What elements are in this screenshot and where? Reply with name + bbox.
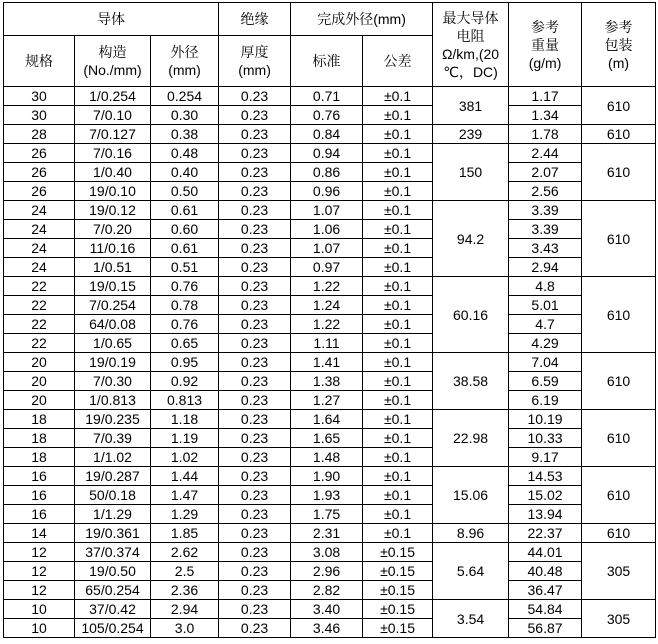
cell-tolerance: ±0.15 <box>363 581 433 600</box>
table-row <box>4 562 656 581</box>
cell-ref-weight: 2.07 <box>509 163 582 182</box>
cell-ref-package: 610 <box>582 201 656 277</box>
cell-outer-diameter: 1.19 <box>151 429 219 448</box>
cell-ref-package: 610 <box>582 144 656 201</box>
table-row <box>4 543 656 562</box>
cell-tolerance: ±0.15 <box>363 543 433 562</box>
table-row <box>4 239 656 258</box>
cell-thickness: 0.23 <box>219 372 291 391</box>
table-row <box>4 163 656 182</box>
header-max-resistance <box>433 3 509 87</box>
cell-construction: 1/0.254 <box>75 87 151 106</box>
header-construction-line: (No./mm) <box>83 62 142 78</box>
table-body <box>4 87 656 638</box>
cell-thickness: 0.23 <box>219 296 291 315</box>
cell-ref-weight: 2.94 <box>509 258 582 277</box>
cell-gauge: 10 <box>4 600 75 619</box>
cell-thickness: 0.23 <box>219 163 291 182</box>
table-row <box>4 296 656 315</box>
cell-nominal-od: 1.11 <box>291 334 363 353</box>
cell-outer-diameter: 0.60 <box>151 220 219 239</box>
cell-gauge: 18 <box>4 448 75 467</box>
cell-outer-diameter: 0.30 <box>151 106 219 125</box>
cell-thickness: 0.23 <box>219 505 291 524</box>
cell-ref-package: 610 <box>582 277 656 353</box>
table-row <box>4 201 656 220</box>
cell-construction: 7/0.254 <box>75 296 151 315</box>
cell-nominal-od: 2.96 <box>291 562 363 581</box>
cell-ref-weight: 6.19 <box>509 391 582 410</box>
cell-thickness: 0.23 <box>219 619 291 638</box>
header-gauge: 规格 <box>4 36 75 87</box>
cell-ref-package: 610 <box>582 524 656 543</box>
cell-construction: 19/0.15 <box>75 277 151 296</box>
cell-construction: 19/0.361 <box>75 524 151 543</box>
cell-gauge: 28 <box>4 125 75 144</box>
cell-outer-diameter: 0.40 <box>151 163 219 182</box>
cell-outer-diameter: 1.29 <box>151 505 219 524</box>
cell-outer-diameter: 0.76 <box>151 277 219 296</box>
cell-tolerance: ±0.1 <box>363 505 433 524</box>
cell-outer-diameter: 1.18 <box>151 410 219 429</box>
cell-construction: 19/0.19 <box>75 353 151 372</box>
cell-tolerance: ±0.1 <box>363 315 433 334</box>
cell-max-resistance: 60.16 <box>433 277 509 353</box>
cell-outer-diameter: 0.76 <box>151 315 219 334</box>
table-row <box>4 505 656 524</box>
cell-nominal-od: 0.94 <box>291 144 363 163</box>
cell-gauge: 10 <box>4 619 75 638</box>
cell-outer-diameter: 2.36 <box>151 581 219 600</box>
cell-tolerance: ±0.1 <box>363 106 433 125</box>
cell-construction: 19/0.12 <box>75 201 151 220</box>
cell-thickness: 0.23 <box>219 448 291 467</box>
cell-nominal-od: 1.07 <box>291 239 363 258</box>
cell-outer-diameter: 1.85 <box>151 524 219 543</box>
cell-nominal-od: 1.24 <box>291 296 363 315</box>
cell-max-resistance: 22.98 <box>433 410 509 467</box>
table-row <box>4 258 656 277</box>
cell-construction: 1/0.51 <box>75 258 151 277</box>
cell-gauge: 24 <box>4 239 75 258</box>
cell-ref-weight: 10.33 <box>509 429 582 448</box>
cell-construction: 1/0.65 <box>75 334 151 353</box>
cell-ref-package: 305 <box>582 543 656 600</box>
cell-ref-weight: 36.47 <box>509 581 582 600</box>
cell-ref-weight: 9.17 <box>509 448 582 467</box>
cell-outer-diameter: 0.813 <box>151 391 219 410</box>
header-thickness-line: (mm) <box>238 62 271 78</box>
table-row <box>4 182 656 201</box>
cell-ref-weight: 22.37 <box>509 524 582 543</box>
cell-construction: 65/0.254 <box>75 581 151 600</box>
cell-thickness: 0.23 <box>219 429 291 448</box>
cell-tolerance: ±0.1 <box>363 87 433 106</box>
cell-gauge: 30 <box>4 87 75 106</box>
cell-tolerance: ±0.1 <box>363 144 433 163</box>
cell-outer-diameter: 0.92 <box>151 372 219 391</box>
cell-ref-package: 610 <box>582 353 656 410</box>
cell-tolerance: ±0.1 <box>363 182 433 201</box>
cell-gauge: 20 <box>4 372 75 391</box>
cell-outer-diameter: 0.78 <box>151 296 219 315</box>
cell-construction: 11/0.16 <box>75 239 151 258</box>
cell-gauge: 14 <box>4 524 75 543</box>
cell-thickness: 0.23 <box>219 182 291 201</box>
cell-nominal-od: 0.76 <box>291 106 363 125</box>
cell-outer-diameter: 0.51 <box>151 258 219 277</box>
cell-tolerance: ±0.1 <box>363 486 433 505</box>
cell-ref-package: 610 <box>582 87 656 125</box>
cell-nominal-od: 2.31 <box>291 524 363 543</box>
table-row <box>4 125 656 144</box>
header-ref-weight-line: 重量 <box>531 36 560 53</box>
cell-construction: 19/0.287 <box>75 467 151 486</box>
header-ref-package <box>582 3 656 87</box>
cell-gauge: 26 <box>4 163 75 182</box>
cell-ref-package: 610 <box>582 410 656 467</box>
table-row <box>4 353 656 372</box>
cell-nominal-od: 1.93 <box>291 486 363 505</box>
cell-nominal-od: 0.86 <box>291 163 363 182</box>
cell-ref-weight: 1.78 <box>509 125 582 144</box>
cell-nominal-od: 1.65 <box>291 429 363 448</box>
cell-ref-weight: 4.7 <box>509 315 582 334</box>
cell-outer-diameter: 0.50 <box>151 182 219 201</box>
cell-construction: 105/0.254 <box>75 619 151 638</box>
table-row <box>4 524 656 543</box>
cell-thickness: 0.23 <box>219 277 291 296</box>
cell-nominal-od: 1.41 <box>291 353 363 372</box>
cell-nominal-od: 1.27 <box>291 391 363 410</box>
cell-outer-diameter: 0.48 <box>151 144 219 163</box>
header-ref-weight <box>509 3 582 87</box>
header-max-resistance-line: Ω/km,(20 <box>441 45 500 62</box>
cell-gauge: 22 <box>4 315 75 334</box>
cell-nominal-od: 1.22 <box>291 315 363 334</box>
cell-construction: 50/0.18 <box>75 486 151 505</box>
cell-construction: 7/0.16 <box>75 144 151 163</box>
cell-gauge: 20 <box>4 353 75 372</box>
cell-thickness: 0.23 <box>219 87 291 106</box>
cell-tolerance: ±0.1 <box>363 410 433 429</box>
table-row <box>4 410 656 429</box>
wire-spec-table <box>3 2 656 638</box>
cell-thickness: 0.23 <box>219 391 291 410</box>
cell-thickness: 0.23 <box>219 201 291 220</box>
cell-ref-weight: 4.29 <box>509 334 582 353</box>
cell-ref-weight: 44.01 <box>509 543 582 562</box>
cell-ref-weight: 14.53 <box>509 467 582 486</box>
cell-tolerance: ±0.1 <box>363 296 433 315</box>
cell-ref-package: 610 <box>582 125 656 144</box>
cell-gauge: 16 <box>4 505 75 524</box>
cell-ref-weight: 3.43 <box>509 239 582 258</box>
cell-ref-weight: 2.44 <box>509 144 582 163</box>
header-finished-od: 完成外径(mm) <box>291 3 433 36</box>
table-row <box>4 334 656 353</box>
header-ref-package-line: 包装 <box>604 36 633 53</box>
cell-outer-diameter: 0.95 <box>151 353 219 372</box>
cell-tolerance: ±0.1 <box>363 467 433 486</box>
cell-outer-diameter: 3.0 <box>151 619 219 638</box>
cell-nominal-od: 1.06 <box>291 220 363 239</box>
header-max-resistance-line: 最大导体 <box>442 9 499 26</box>
cell-outer-diameter: 2.62 <box>151 543 219 562</box>
header-max-resistance-line: 电阻 <box>456 27 485 44</box>
table-row <box>4 448 656 467</box>
cell-thickness: 0.23 <box>219 543 291 562</box>
cell-outer-diameter: 0.254 <box>151 87 219 106</box>
header-thickness <box>219 36 291 87</box>
table-row <box>4 106 656 125</box>
cell-nominal-od: 1.38 <box>291 372 363 391</box>
cell-nominal-od: 3.46 <box>291 619 363 638</box>
header-outer-diameter-line: 外径 <box>170 44 199 60</box>
header-max-resistance-line: ℃，DC) <box>443 63 498 80</box>
cell-gauge: 12 <box>4 543 75 562</box>
header-construction <box>75 36 151 87</box>
cell-max-resistance: 3.54 <box>433 600 509 638</box>
table-row <box>4 429 656 448</box>
cell-ref-weight: 13.94 <box>509 505 582 524</box>
cell-nominal-od: 3.40 <box>291 600 363 619</box>
cell-thickness: 0.23 <box>219 106 291 125</box>
cell-construction: 19/0.50 <box>75 562 151 581</box>
cell-construction: 1/1.29 <box>75 505 151 524</box>
cell-thickness: 0.23 <box>219 125 291 144</box>
cell-construction: 7/0.127 <box>75 125 151 144</box>
cell-tolerance: ±0.15 <box>363 619 433 638</box>
cell-max-resistance: 150 <box>433 144 509 201</box>
cell-construction: 19/0.235 <box>75 410 151 429</box>
header-nominal: 标准 <box>291 36 363 87</box>
cell-ref-package: 305 <box>582 600 656 638</box>
cell-nominal-od: 0.84 <box>291 125 363 144</box>
cell-gauge: 18 <box>4 410 75 429</box>
header-conductor: 导体 <box>4 3 219 36</box>
table-row <box>4 581 656 600</box>
cell-construction: 1/1.02 <box>75 448 151 467</box>
cell-construction: 64/0.08 <box>75 315 151 334</box>
cell-construction: 7/0.10 <box>75 106 151 125</box>
cell-thickness: 0.23 <box>219 562 291 581</box>
cell-tolerance: ±0.1 <box>363 448 433 467</box>
cell-outer-diameter: 1.47 <box>151 486 219 505</box>
cell-gauge: 20 <box>4 391 75 410</box>
cell-max-resistance: 15.06 <box>433 467 509 524</box>
cell-nominal-od: 0.97 <box>291 258 363 277</box>
cell-tolerance: ±0.1 <box>363 201 433 220</box>
cell-gauge: 18 <box>4 429 75 448</box>
cell-tolerance: ±0.1 <box>363 277 433 296</box>
cell-thickness: 0.23 <box>219 467 291 486</box>
header-construction-line: 构造 <box>98 44 127 60</box>
cell-ref-weight: 1.17 <box>509 87 582 106</box>
cell-outer-diameter: 2.5 <box>151 562 219 581</box>
cell-construction: 7/0.39 <box>75 429 151 448</box>
cell-gauge: 12 <box>4 562 75 581</box>
cell-gauge: 26 <box>4 144 75 163</box>
header-ref-package-line: 参考 <box>604 18 633 35</box>
table-row <box>4 467 656 486</box>
cell-thickness: 0.23 <box>219 410 291 429</box>
cell-nominal-od: 1.75 <box>291 505 363 524</box>
cell-outer-diameter: 0.61 <box>151 239 219 258</box>
cell-tolerance: ±0.1 <box>363 258 433 277</box>
cell-ref-weight: 10.19 <box>509 410 582 429</box>
cell-ref-weight: 7.04 <box>509 353 582 372</box>
cell-construction: 1/0.40 <box>75 163 151 182</box>
cell-thickness: 0.23 <box>219 486 291 505</box>
cell-tolerance: ±0.15 <box>363 600 433 619</box>
cell-gauge: 24 <box>4 258 75 277</box>
cell-nominal-od: 1.64 <box>291 410 363 429</box>
cell-ref-weight: 6.59 <box>509 372 582 391</box>
cell-max-resistance: 8.96 <box>433 524 509 543</box>
cell-ref-weight: 1.34 <box>509 106 582 125</box>
table-row <box>4 220 656 239</box>
cell-tolerance: ±0.1 <box>363 220 433 239</box>
cell-thickness: 0.23 <box>219 144 291 163</box>
cell-ref-weight: 56.87 <box>509 619 582 638</box>
cell-thickness: 0.23 <box>219 239 291 258</box>
cell-construction: 37/0.374 <box>75 543 151 562</box>
cell-outer-diameter: 1.44 <box>151 467 219 486</box>
cell-nominal-od: 3.08 <box>291 543 363 562</box>
cell-max-resistance: 239 <box>433 125 509 144</box>
cell-ref-weight: 54.84 <box>509 600 582 619</box>
cell-tolerance: ±0.1 <box>363 429 433 448</box>
cell-gauge: 22 <box>4 277 75 296</box>
table-header <box>4 3 656 87</box>
header-ref-weight-line: (g/m) <box>528 54 562 71</box>
cell-max-resistance: 381 <box>433 87 509 125</box>
cell-nominal-od: 1.07 <box>291 201 363 220</box>
cell-tolerance: ±0.1 <box>363 391 433 410</box>
cell-nominal-od: 0.71 <box>291 87 363 106</box>
header-ref-weight-line: 参考 <box>531 18 560 35</box>
cell-ref-weight: 3.39 <box>509 201 582 220</box>
header-outer-diameter-line: (mm) <box>168 62 201 78</box>
table-row <box>4 144 656 163</box>
header-insulation: 绝缘 <box>219 3 291 36</box>
cell-outer-diameter: 1.02 <box>151 448 219 467</box>
cell-ref-package: 610 <box>582 467 656 524</box>
cell-construction: 37/0.42 <box>75 600 151 619</box>
cell-outer-diameter: 0.38 <box>151 125 219 144</box>
cell-nominal-od: 1.90 <box>291 467 363 486</box>
cell-gauge: 30 <box>4 106 75 125</box>
cell-tolerance: ±0.1 <box>363 163 433 182</box>
cell-tolerance: ±0.1 <box>363 334 433 353</box>
cell-construction: 7/0.30 <box>75 372 151 391</box>
cell-construction: 19/0.10 <box>75 182 151 201</box>
cell-ref-weight: 15.02 <box>509 486 582 505</box>
cell-gauge: 16 <box>4 486 75 505</box>
cell-tolerance: ±0.1 <box>363 239 433 258</box>
cell-thickness: 0.23 <box>219 315 291 334</box>
cell-nominal-od: 0.96 <box>291 182 363 201</box>
cell-gauge: 12 <box>4 581 75 600</box>
cell-nominal-od: 1.48 <box>291 448 363 467</box>
cell-thickness: 0.23 <box>219 600 291 619</box>
cell-thickness: 0.23 <box>219 353 291 372</box>
cell-ref-weight: 5.01 <box>509 296 582 315</box>
cell-outer-diameter: 0.65 <box>151 334 219 353</box>
cell-nominal-od: 1.22 <box>291 277 363 296</box>
cell-ref-weight: 40.48 <box>509 562 582 581</box>
cell-tolerance: ±0.15 <box>363 562 433 581</box>
cell-outer-diameter: 0.61 <box>151 201 219 220</box>
table-row <box>4 391 656 410</box>
cell-gauge: 22 <box>4 296 75 315</box>
table-row <box>4 277 656 296</box>
cell-thickness: 0.23 <box>219 581 291 600</box>
table-row <box>4 87 656 106</box>
cell-gauge: 24 <box>4 201 75 220</box>
cell-thickness: 0.23 <box>219 258 291 277</box>
cell-tolerance: ±0.1 <box>363 125 433 144</box>
cell-outer-diameter: 2.94 <box>151 600 219 619</box>
cell-thickness: 0.23 <box>219 334 291 353</box>
cell-thickness: 0.23 <box>219 220 291 239</box>
cell-gauge: 24 <box>4 220 75 239</box>
table-row <box>4 600 656 619</box>
cell-construction: 1/0.813 <box>75 391 151 410</box>
cell-gauge: 26 <box>4 182 75 201</box>
table-row <box>4 619 656 638</box>
cell-ref-weight: 4.8 <box>509 277 582 296</box>
header-tolerance: 公差 <box>363 36 433 87</box>
cell-max-resistance: 5.64 <box>433 543 509 600</box>
header-thickness-line: 厚度 <box>240 44 269 60</box>
table-row <box>4 315 656 334</box>
cell-ref-weight: 2.56 <box>509 182 582 201</box>
header-ref-package-line: (m) <box>608 54 630 71</box>
cell-tolerance: ±0.1 <box>363 372 433 391</box>
cell-gauge: 22 <box>4 334 75 353</box>
cell-construction: 7/0.20 <box>75 220 151 239</box>
cell-tolerance: ±0.1 <box>363 524 433 543</box>
cell-max-resistance: 94.2 <box>433 201 509 277</box>
cell-ref-weight: 3.39 <box>509 220 582 239</box>
table-row <box>4 372 656 391</box>
cell-thickness: 0.23 <box>219 524 291 543</box>
table-row <box>4 486 656 505</box>
header-outer-diameter <box>151 36 219 87</box>
cell-max-resistance: 38.58 <box>433 353 509 410</box>
cell-gauge: 16 <box>4 467 75 486</box>
cell-tolerance: ±0.1 <box>363 353 433 372</box>
cell-nominal-od: 2.82 <box>291 581 363 600</box>
